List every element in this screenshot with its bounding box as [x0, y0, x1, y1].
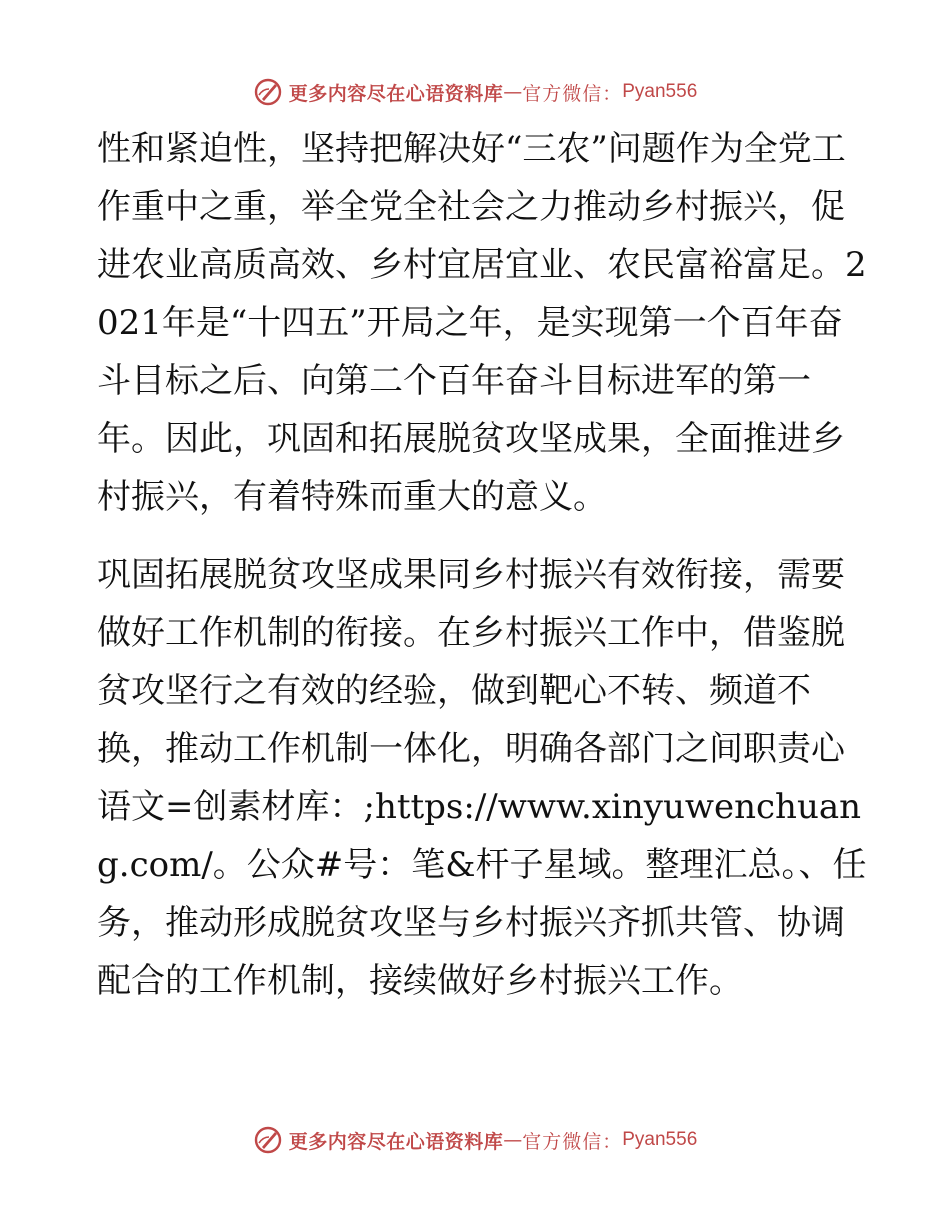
- body-paragraph-1: 性和紧迫性，坚持把解决好“三农”问题作为全党工作重中之重，举全党全社会之力推动乡村振兴，促进农业高质高效、乡村宜居宜业、农民富裕富足。2021年是“十四五”开局之年，是实现第一个百年奋斗目标之后、向第二个百年奋斗目标进军的第一年。因此，巩固和拓展脱贫攻坚成果，全面推进乡村振兴，有着特殊而重大的意义。: [97, 129, 867, 517]
- footer-banner: [0, 1120, 950, 1160]
- banner-wechat-label: 官方微信：: [522, 82, 623, 105]
- banner-wechat-id: Pyan556: [622, 1129, 698, 1150]
- quill-pen-logo-icon: [253, 1125, 283, 1155]
- banner-wechat-label: 官方微信：: [522, 1130, 623, 1153]
- document-body: [97, 120, 867, 1010]
- banner-main-text: 更多内容尽在心语资料库: [288, 1130, 504, 1153]
- banner-separator: —: [503, 81, 523, 103]
- quill-pen-logo-icon: [253, 77, 283, 107]
- banner-wechat-id: Pyan556: [622, 81, 698, 102]
- body-paragraph-2: 巩固拓展脱贫攻坚成果同乡村振兴有效衔接，需要做好工作机制的衔接。在乡村振兴工作中，借鉴脱贫攻坚行之有效的经验，做到靶心不转、频道不换，推动工作机制一体化，明确各部门之间职责心语文=创素材库：;https://www.xinyuwenchuang.com/。公众#号：笔&杆子星域。整理汇总。、任务，推动形成脱贫攻坚与乡村振兴齐抓共管、协调配合的工作机制，接续做好乡村振兴工作。: [97, 555, 867, 1001]
- header-banner: [0, 72, 950, 112]
- banner-main-text: 更多内容尽在心语资料库: [288, 82, 504, 105]
- banner-separator: —: [503, 1129, 523, 1151]
